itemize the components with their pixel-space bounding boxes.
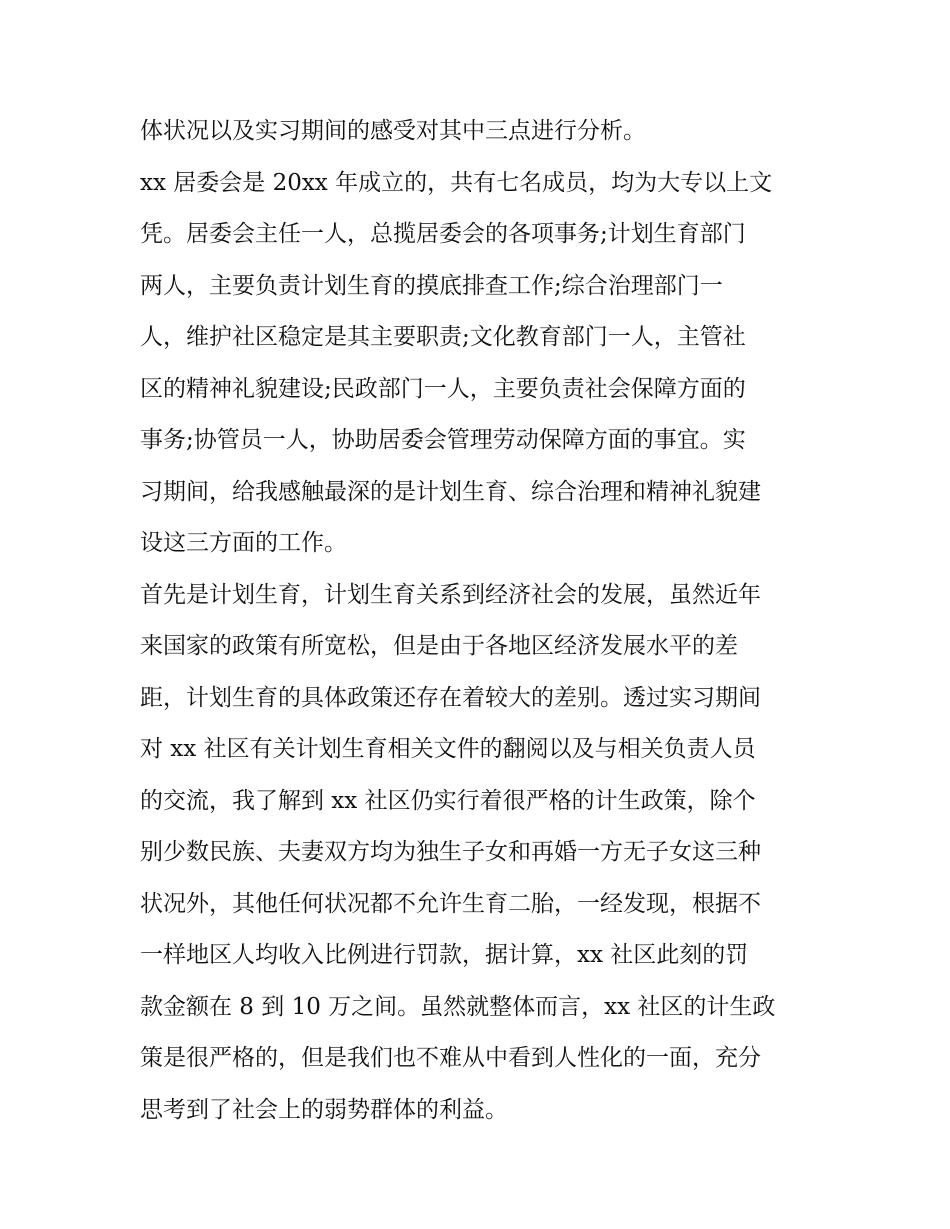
text-line: 别少数民族、夫妻双方均为独生子女和再婚一方无子女这三种 [140,839,761,865]
text-line: 策是很严格的，但是我们也不难从中看到人性化的一面，充分 [140,1045,761,1071]
text-line: 距，计划生育的具体政策还存在着较大的差别。透过实习期间 [140,684,761,711]
text-line: xx 居委会是 20xx 年成立的，共有七名成员，均为大专以上文 [140,169,773,196]
text-line: 两人，主要负责计划生育的摸底排查工作;综合治理部门一 [140,272,723,299]
text-line: 首先是计划生育，计划生育关系到经济社会的发展，虽然近年 [140,581,761,608]
text-line: 对 xx 社区有关计划生育相关文件的翻阅以及与相关负责人员 [140,736,756,762]
text-line: 设这三方面的工作。 [140,530,347,556]
text-line: 状况外，其他任何状况都不允许生育二胎，一经发现，根据不 [140,890,761,917]
text-line: 凭。居委会主任一人，总揽居委会的各项事务;计划生育部门 [140,221,746,247]
text-line: 体状况以及实习期间的感受对其中三点进行分析。 [140,118,646,144]
text-line: 习期间，给我感触最深的是计划生育、综合治理和精神礼貌建 [140,478,761,505]
text-line: 区的精神礼貌建设;民政部门一人，主要负责社会保障方面的 [140,375,746,402]
text-line: 人，维护社区稳定是其主要职责;文化教育部门一人，主管社 [140,324,746,350]
text-line: 思考到了社会上的弱势群体的利益。 [140,1096,508,1123]
body-text [140,106,820,1136]
text-line: 的交流，我了解到 xx 社区仍实行着很严格的计生政策，除个 [140,787,756,814]
text-line: 来国家的政策有所宽松，但是由于各地区经济发展水平的差 [140,633,738,659]
text-line: 款金额在 8 到 10 万之间。虽然就整体而言，xx 社区的计生政 [140,993,776,1020]
text-line: 事务;协管员一人，协助居委会管理劳动保障方面的事宜。实 [140,427,746,453]
text-line: 一样地区人均收入比例进行罚款，据计算，xx 社区此刻的罚 [140,942,749,968]
